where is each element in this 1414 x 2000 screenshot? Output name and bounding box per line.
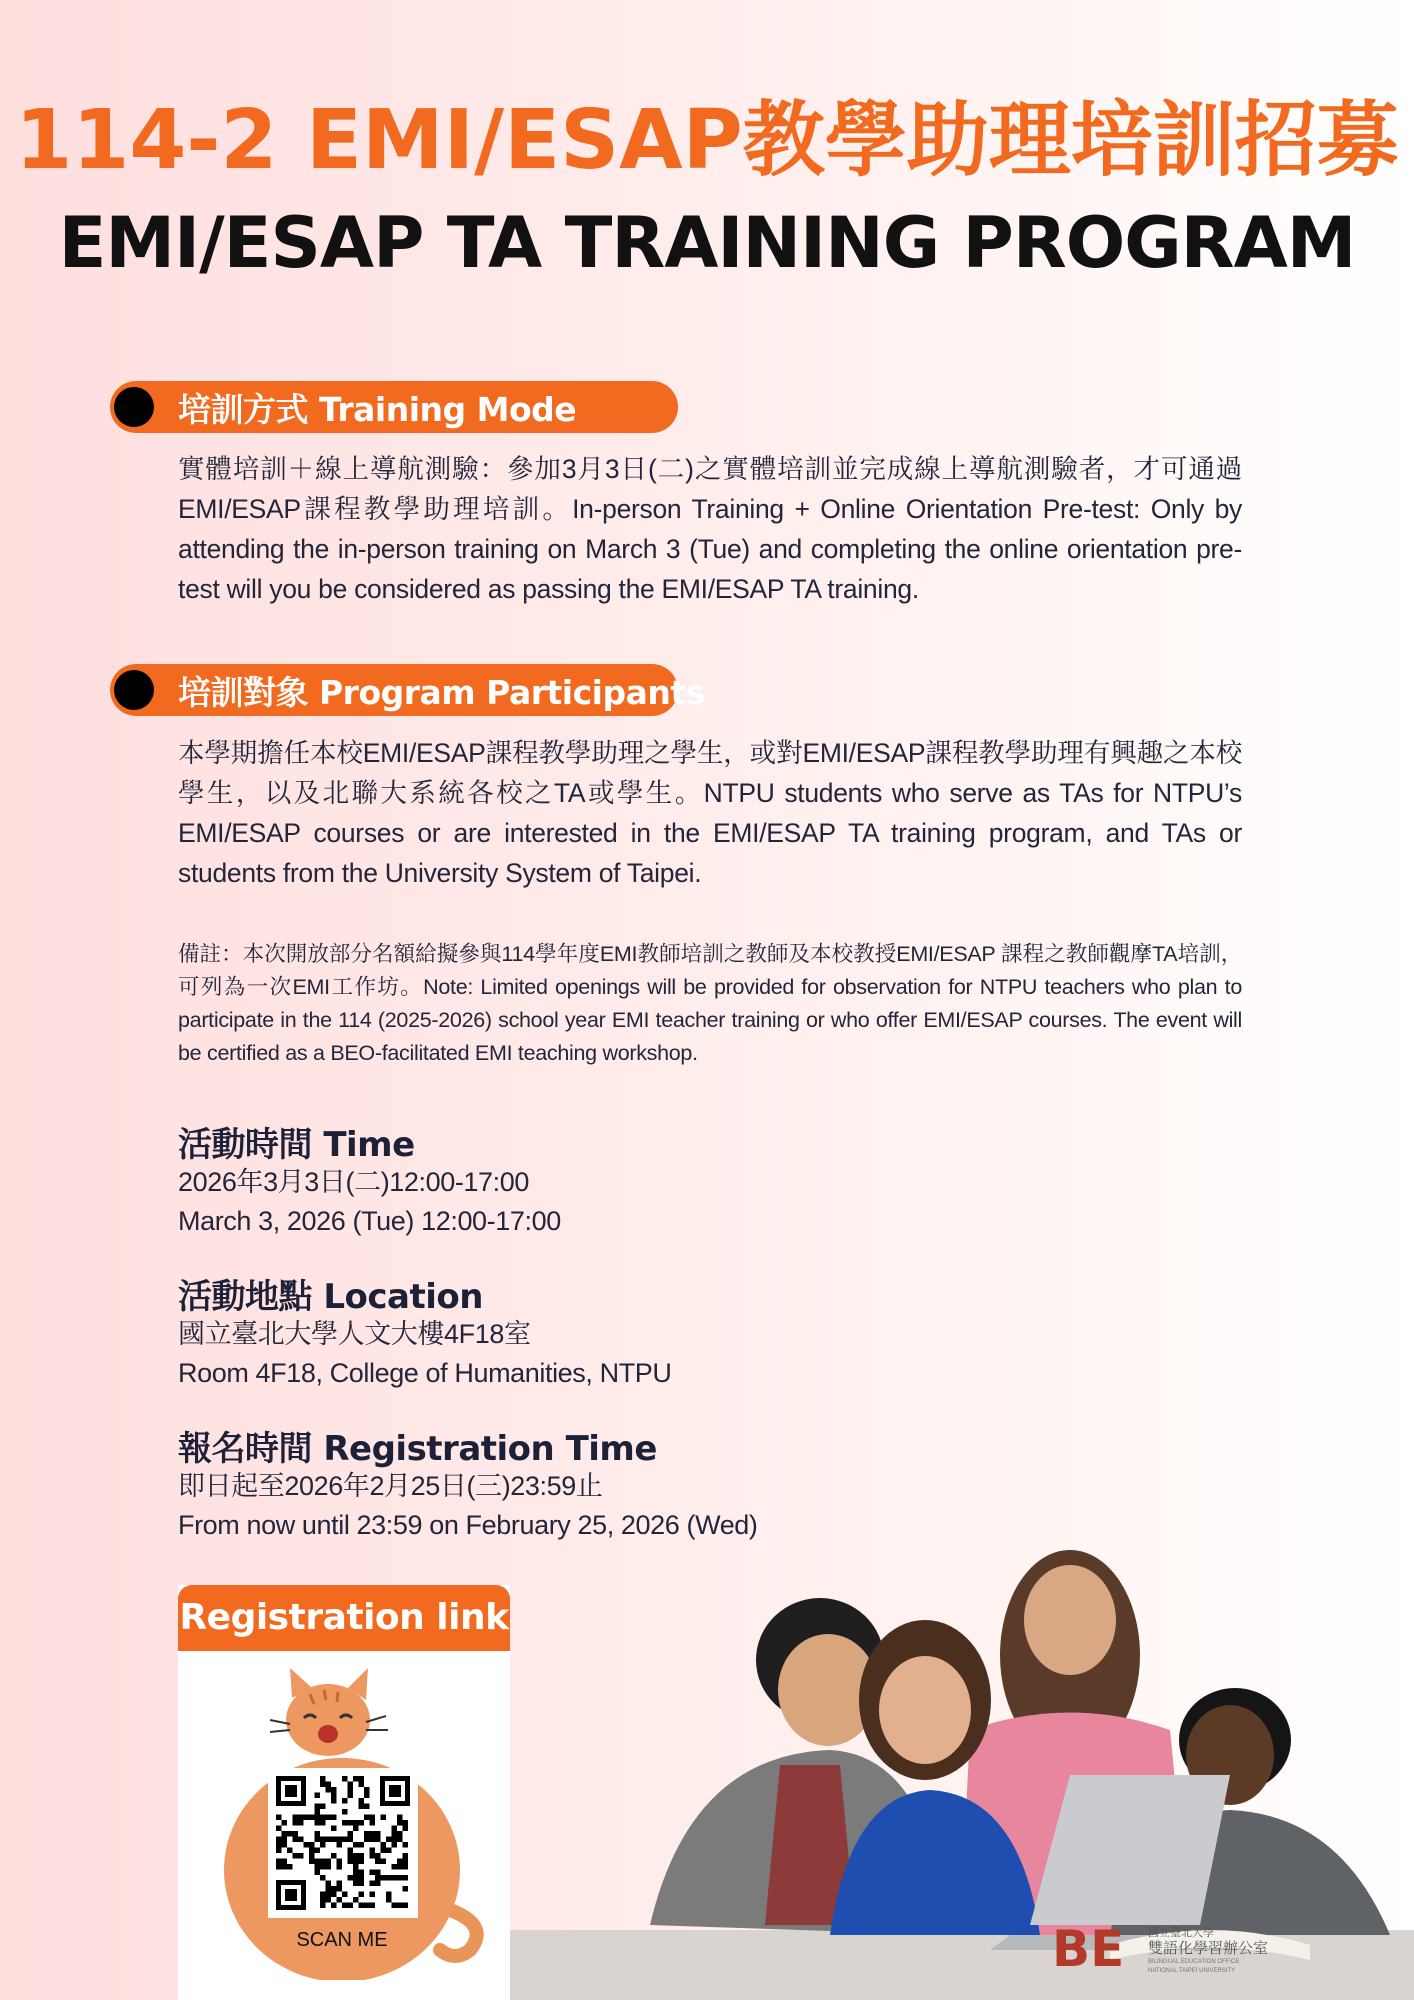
time-value-en: March 3, 2026 (Tue) 12:00-17:00 (178, 1206, 561, 1236)
title-english: EMI/ESAP TA TRAINING PROGRAM (58, 202, 1356, 284)
logo-org-zh: 雙語化學習辦公室 (1148, 1939, 1269, 1957)
location-label: 活動地點 Location (178, 1277, 483, 1317)
registration-time-label: 報名時間 Registration Time (178, 1429, 657, 1469)
logo-org-en-1: BILINGUAL EDUCATION OFFICE (1148, 1959, 1240, 1965)
logo-org-zh-top: 國立臺北大學 (1148, 1926, 1214, 1939)
section-heading-label: 培訓對象 Program Participants (178, 672, 705, 712)
qr-code-icon[interactable] (268, 1768, 418, 1918)
cat-head-icon (286, 1684, 370, 1756)
location-value-zh: 國立臺北大學人文大樓4F18室 (178, 1319, 531, 1349)
bullet-dot-icon (114, 670, 154, 710)
beo-logo (1052, 1920, 1292, 1976)
training-mode-text: 實體培訓＋線上導航測驗：參加3月3日(二)之實體培訓並完成線上導航測驗者，才可通過EMI/ESAP課程教學助理培訓。In-person Training + Online Orientation Pre-test: Only by attending the in-person training on March 3 (Tue) and completing the online orientation pre-test will you be considered as passing the EMI/ESAP TA training. (178, 454, 1242, 604)
cat-mascot-qr[interactable] (200, 1660, 490, 1980)
participants-text: 本學期擔任本校EMI/ESAP課程教學助理之學生，或對EMI/ESAP課程教學助理有興趣之本校學生，以及北聯大系統各校之TA或學生。NTPU students who serve as TAs for NTPU’s EMI/ESAP courses or are interested in the EMI/ESAP TA training program, and TAs or students from the University System of Taipei. (178, 738, 1242, 888)
note-text: 備註：本次開放部分名額給擬參與114學年度EMI教師培訓之教師及本校教授EMI/ESAP 課程之教師觀摩TA培訓，可列為一次EMI工作坊。Note: Limited openings will be provided for observation for NTPU teachers who plan to participate in the 114 (2025-2026) school year EMI teacher training or who offer EMI/ESAP courses. The event will be certified as a BEO-facilitated EMI teaching workshop. (178, 942, 1242, 1065)
time-label: 活動時間 Time (178, 1125, 415, 1165)
time-value-zh: 2026年3月3日(二)12:00-17:00 (178, 1167, 530, 1197)
scan-me-label: SCAN ME (296, 1929, 388, 1951)
title-chinese: 114-2 EMI/ESAP教學助理培訓招募 (15, 93, 1399, 188)
registration-link-button[interactable]: Registration link (178, 1585, 510, 1651)
section-heading-training-mode (110, 381, 678, 433)
section-heading-participants (110, 664, 705, 716)
logo-mark: BE (1052, 1920, 1125, 1976)
registration-time-zh: 即日起至2026年2月25日(三)23:59止 (178, 1471, 603, 1501)
registration-time-en: From now until 23:59 on February 25, 2026 (Wed) (178, 1510, 758, 1540)
section-heading-label: 培訓方式 Training Mode (178, 389, 577, 429)
location-value-en: Room 4F18, College of Humanities, NTPU (178, 1358, 672, 1388)
bullet-dot-icon (114, 387, 154, 427)
logo-org-en-2: NATIONAL TAIPEI UNIVERSITY (1148, 1968, 1236, 1974)
